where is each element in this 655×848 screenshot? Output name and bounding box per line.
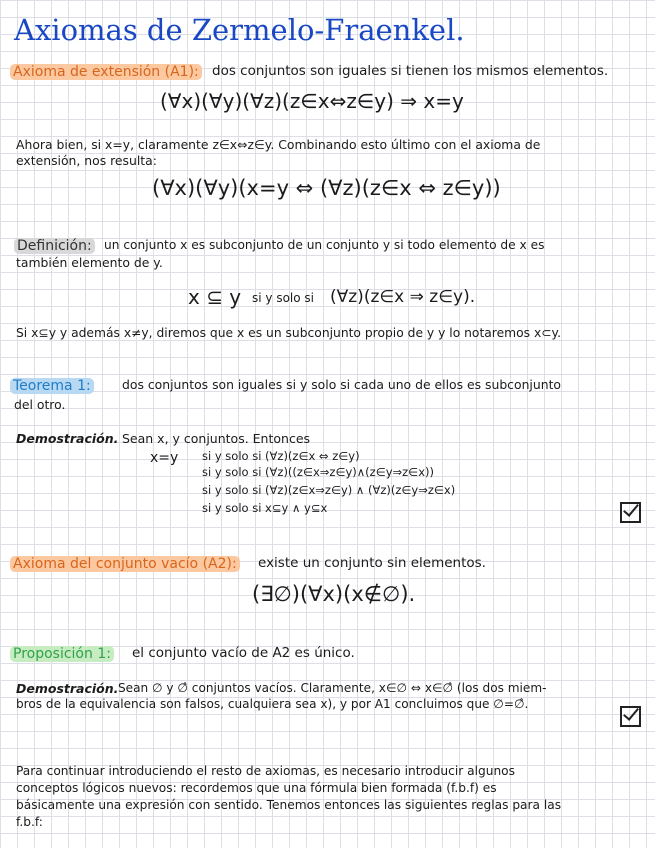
paragraph-ahora-formula: (∀x)(∀y)(x=y ⇔ (∀z)(z∈x ⇔ z∈y)): [152, 176, 501, 200]
paragraph-final-line2: conceptos lógicos nuevos: recordemos que una fórmula bien formada (f.b.f) es: [16, 781, 497, 795]
proof-1-row-3: si y solo si (∀z)(z∈x⇒z∈y) ∧ (∀z)(z∈y⇒z∈x): [202, 483, 456, 497]
proof-2-line1: Sean ∅ y ∅̂ conjuntos vacíos. Claramente, x∈∅ ⇔ x∈∅̂ (los dos miem-: [118, 681, 547, 695]
qed-check-icon: [620, 706, 641, 727]
axiom-a2-text: existe un conjunto sin elementos.: [258, 555, 486, 571]
proof-1-label: Demostración.: [16, 431, 119, 446]
paragraph-final-line4: f.b.f:: [16, 815, 43, 829]
qed-check-icon: [620, 502, 641, 523]
page-title: Axiomas de Zermelo-Fraenkel.: [14, 13, 465, 47]
proof-1-row-4: si y solo si x⊆y ∧ y⊆x: [202, 501, 328, 515]
proposition-1-label: Proposición 1:: [10, 646, 114, 662]
subset-note: Si x⊆y y además x≠y, diremos que x es un subconjunto propio de y y lo notaremos x⊂y.: [16, 326, 561, 340]
theorem-1-label: Teorema 1:: [10, 378, 94, 394]
theorem-1-line2: del otro.: [14, 397, 66, 412]
definition-formula-right: (∀z)(z∈x ⇒ z∈y).: [330, 287, 476, 307]
definition-label: Definición:: [14, 238, 95, 254]
proposition-1-text: el conjunto vacío de A2 es único.: [132, 645, 355, 661]
proof-1-lhs: x=y: [150, 450, 179, 466]
axiom-a1-formula: (∀x)(∀y)(∀z)(z∈x⇔z∈y) ⇒ x=y: [160, 89, 464, 113]
definition-line1: un conjunto x es subconjunto de un conjunto y si todo elemento de x es: [104, 238, 545, 252]
definition-line2: también elemento de y.: [16, 255, 163, 270]
axiom-a1-text: dos conjuntos son iguales si tienen los mismos elementos.: [212, 63, 609, 79]
proof-1-row-1: si y solo si (∀z)(z∈x ⇔ z∈y): [202, 449, 360, 463]
definition-formula-mid: si y solo si: [252, 291, 314, 305]
paragraph-ahora-line1: Ahora bien, si x=y, claramente z∈x⇔z∈y. Combinando esto último con el axioma de: [16, 137, 541, 152]
proof-2-line2: bros de la equivalencia son falsos, cualquiera sea x), y por A1 concluimos que ∅=∅̂.: [16, 697, 529, 711]
axiom-a1-label: Axioma de extensión (A1):: [10, 64, 202, 80]
definition-formula-left: x ⊆ y: [188, 285, 242, 309]
theorem-1-line1: dos conjuntos son iguales si y solo si cada uno de ellos es subconjunto: [122, 377, 562, 392]
proof-1-intro: Sean x, y conjuntos. Entonces: [122, 431, 311, 446]
paragraph-final-line1: Para continuar introduciendo el resto de axiomas, es necesario introducir algunos: [16, 764, 515, 778]
paragraph-final-line3: básicamente una expresión con sentido. Tenemos entonces las siguientes reglas para las: [16, 798, 562, 812]
proof-2-label: Demostración.: [16, 681, 119, 696]
proof-1-row-2: si y solo si (∀z)((z∈x⇒z∈y)∧(z∈y⇒z∈x)): [202, 465, 434, 479]
axiom-a2-label: Axioma del conjunto vacío (A2):: [10, 556, 240, 572]
paragraph-ahora-line2: extensión, nos resulta:: [16, 153, 157, 168]
axiom-a2-formula: (∃∅)(∀x)(x∉∅).: [252, 582, 416, 606]
